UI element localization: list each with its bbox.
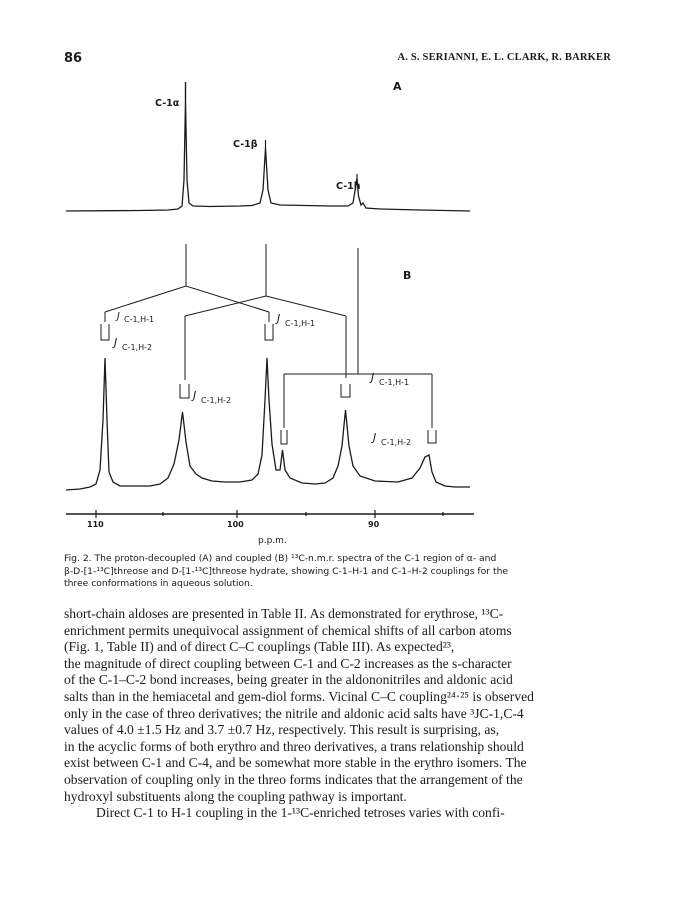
- body-line: only in the case of threo derivatives; the nitrile and aldonic acid salts have ³JC-1,C-4: [64, 705, 524, 721]
- label-j-h2-alpha: [112, 336, 152, 352]
- panel-a-label: A: [393, 80, 402, 93]
- tick-label-90: 90: [368, 520, 380, 529]
- label-j-h2-hydrate: [371, 431, 411, 447]
- splitting-tree-alpha: [101, 244, 273, 340]
- body-line: values of 4.0 ±1.5 Hz and 3.7 ±0.7 Hz, respectively. This result is surprising, as,: [64, 722, 500, 738]
- splitting-tree-beta: [180, 244, 350, 398]
- body-line: in the acyclic forms of both erythro and threo derivatives, a trans relationship should: [64, 738, 524, 754]
- body-line: the magnitude of direct coupling between C-1 and C-2 increases as the s-character: [64, 655, 512, 671]
- spectrum-b: [66, 244, 470, 490]
- label-j-h2-beta-main: J: [193, 389, 197, 402]
- body-line: hydroxyl substituents along the coupling pathway is important.: [64, 788, 407, 804]
- label-j-h1-hydrate-main: J: [371, 371, 375, 384]
- caption-line: three conformations in aqueous solution.: [64, 578, 253, 589]
- label-j-h2-hydrate-sub: C-1,H-2: [381, 438, 412, 447]
- caption-line: Fig. 2. The proton-decoupled (A) and coupled (B) ¹³C-n.m.r. spectra of the C-1 region of α- and: [64, 553, 497, 564]
- tick-label-100: 100: [227, 520, 244, 529]
- label-j-h1-beta: [275, 312, 315, 328]
- label-j-h1-hydrate: [369, 371, 409, 387]
- spectrum-a: [66, 80, 470, 211]
- body-line: of the C-1–C-2 bond increases, being greater in the aldononitriles and aldonic acid: [64, 672, 513, 688]
- spectrum-b-trace: [66, 358, 470, 490]
- label-j-h1-alpha: [115, 311, 154, 324]
- body-line: Direct C-1 to H-1 coupling in the 1-¹³C-enriched tetroses varies with confi-: [96, 805, 505, 821]
- panel-b-label: B: [403, 269, 412, 282]
- axis-unit-label: p.p.m.: [258, 536, 287, 545]
- caption-line: β-D-[1-¹³C]threose and D-[1-¹³C]threose hydrate, showing C-1–H-1 and C-1–H-2 couplings for the: [64, 565, 509, 577]
- label-c1-beta: C-1β: [233, 139, 258, 150]
- label-j-h2-hydrate-main: J: [373, 431, 377, 444]
- body-line: salts than in the hemiacetal and gem-diol forms. Vicinal C–C coupling²⁴·²⁵ is observed: [64, 688, 534, 704]
- tick-label-110: 110: [87, 520, 104, 529]
- label-j-h1-alpha-main: J: [117, 311, 120, 322]
- body-line: enrichment permits unequivocal assignment of chemical shifts of all carbon atoms: [64, 622, 512, 638]
- body-paragraph: [64, 606, 620, 822]
- running-head-authors: A. S. SERIANNI, E. L. CLARK, R. BARKER: [397, 52, 611, 63]
- label-j-h2-alpha-main: J: [114, 336, 118, 349]
- label-j-h2-alpha-sub: C-1,H-2: [122, 343, 153, 352]
- label-j-h2-beta-sub: C-1,H-2: [201, 396, 232, 405]
- figure-caption: [64, 553, 620, 591]
- body-line: observation of coupling only in the threo forms indicates that the arrangement of the: [64, 771, 523, 787]
- label-j-h1-beta-sub: C-1,H-1: [285, 319, 316, 328]
- body-line: (Fig. 1, Table II) and of direct C–C couplings (Table III). As expected²³,: [64, 639, 455, 655]
- label-c1-alpha: C-1α: [155, 98, 180, 109]
- label-j-h1-hydrate-sub: C-1,H-1: [379, 378, 410, 387]
- spectrum-a-trace: [66, 100, 470, 211]
- body-line: short-chain aldoses are presented in Table II. As demonstrated for erythrose, ¹³C-: [64, 606, 504, 621]
- label-j-h1-beta-main: J: [277, 312, 281, 325]
- label-c1-h: C-1h: [336, 181, 361, 192]
- splitting-tree-hydrate: [281, 248, 436, 444]
- label-j-h1-alpha-sub: C-1,H-1: [124, 315, 155, 324]
- label-j-h2-beta: [191, 389, 231, 405]
- body-line: exist between C-1 and C-4, and be somewhat more stable in the erythro isomers. The: [64, 755, 527, 771]
- page-number: 86: [64, 51, 83, 66]
- ppm-axis: [66, 510, 474, 545]
